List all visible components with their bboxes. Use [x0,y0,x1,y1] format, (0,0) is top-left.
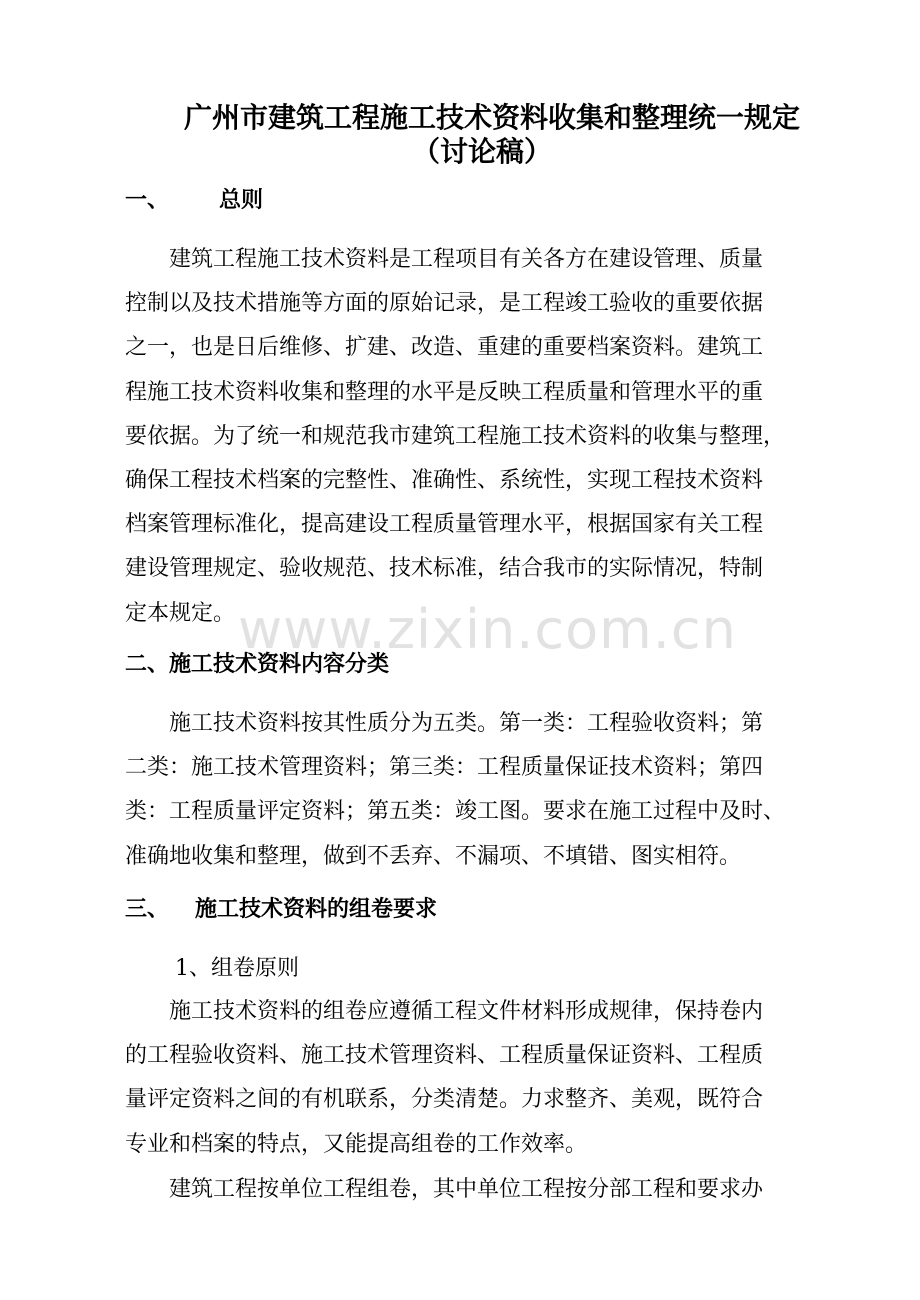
paragraph-line: 建筑工程按单位工程组卷，其中单位工程按分部工程和要求办 [125,1177,764,1202]
paragraph-line: 二类：施工技术管理资料；第三类：工程质量保证技术资料；第四 [125,755,764,781]
paragraph-line: 档案管理标准化，提高建设工程质量管理水平，根据国家有关工程 [125,512,764,538]
section-2-paragraph [125,702,855,879]
paragraph-line: 施工技术资料按其性质分为五类。第一类：工程验收资料；第 [125,711,764,736]
paragraph-line: 量评定资料之间的有机联系，分类清楚。力求整齐、美观，既符合 [125,1087,764,1113]
section-1-title: 总则 [219,188,264,213]
watermark-text: www.zixin.com.cn [238,598,737,661]
paragraph-line: 准确地收集和整理，做到不丢弃、不漏项、不填错、图实相符。 [125,843,742,869]
subsection-1-heading: 1、组卷原则 [175,956,299,981]
section-2-heading: 二、施工技术资料内容分类 [125,652,390,677]
section-1-paragraph [125,238,855,636]
section-1-number: 一、 [125,188,170,213]
section-3-number: 三、 [125,897,170,922]
section-3-paragraph-2 [125,1168,855,1212]
paragraph-line: 要依据。为了统一和规范我市建筑工程施工技术资料的收集与整理， [125,423,786,449]
paragraph-line: 之一，也是日后维修、扩建、改造、重建的重要档案资料。建筑工 [125,335,764,361]
paragraph-line: 建设管理规定、验收规范、技术标准，结合我市的实际情况，特制 [125,556,764,582]
document-subtitle: （讨论稿） [411,135,552,168]
paragraph-line: 建筑工程施工技术资料是工程项目有关各方在建设管理、质量 [125,247,764,272]
section-3-title: 施工技术资料的组卷要求 [195,897,438,922]
paragraph-line: 控制以及技术措施等方面的原始记录，是工程竣工验收的重要依据 [125,291,764,317]
paragraph-line: 的工程验收资料、施工技术管理资料、工程质量保证资料、工程质 [125,1043,764,1069]
section-3-heading [125,895,437,925]
section-1-heading [125,186,263,216]
paragraph-line: 定本规定。 [125,600,236,626]
paragraph-line: 施工技术资料的组卷应遵循工程文件材料形成规律，保持卷内 [125,999,764,1024]
paragraph-line: 类：工程质量评定资料；第五类：竣工图。要求在施工过程中及时、 [125,799,786,825]
paragraph-line: 程施工技术资料收集和整理的水平是反映工程质量和管理水平的重 [125,379,764,405]
paragraph-line: 确保工程技术档案的完整性、准确性、系统性，实现工程技术资料 [125,467,764,493]
document-title: 广州市建筑工程施工技术资料收集和整理统一规定 [183,101,800,134]
paragraph-line: 专业和档案的特点，又能提高组卷的工作效率。 [125,1131,588,1157]
section-3-paragraph [125,990,855,1167]
